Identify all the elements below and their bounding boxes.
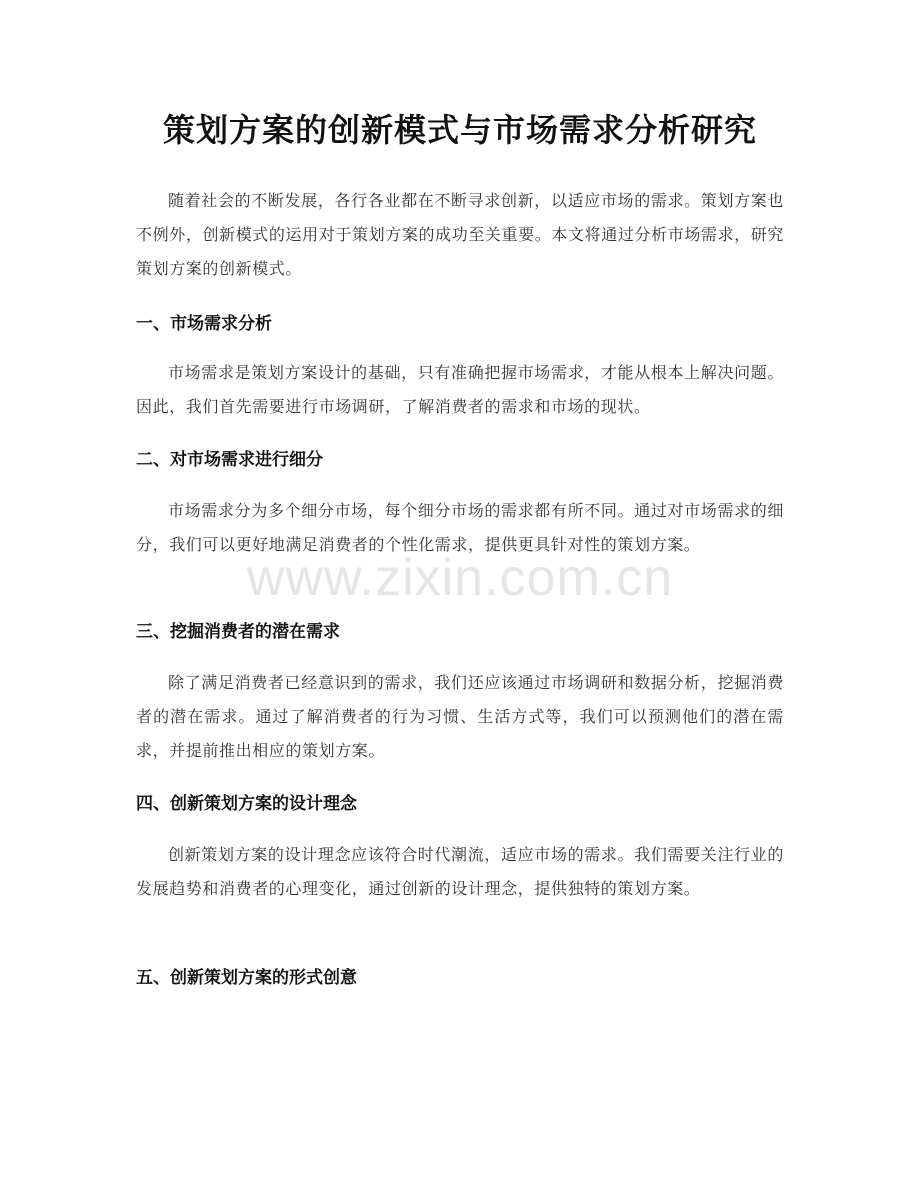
- section-heading-5: 五、创新策划方案的形式创意: [136, 968, 357, 988]
- section-body-2: 市场需求分为多个细分市场，每个细分市场的需求都有所不同。通过对市场需求的细分，我们可以更好地满足消费者的个性化需求，提供更具针对性的策划方案。: [136, 501, 784, 554]
- section-heading-2: 二、对市场需求进行细分: [136, 450, 323, 470]
- section-body-3: 除了满足消费者已经意识到的需求，我们还应该通过市场调研和数据分析，挖掘消费者的潜在需求。通过了解消费者的行为习惯、生活方式等，我们可以预测他们的潜在需求，并提前推出相应的策划方案。: [136, 673, 784, 760]
- section-body-1: 市场需求是策划方案设计的基础，只有准确把握市场需求，才能从根本上解决问题。因此，我们首先需要进行市场调研，了解消费者的需求和市场的现状。: [136, 363, 784, 416]
- section-heading-3: 三、挖掘消费者的潜在需求: [136, 622, 340, 642]
- section-heading-4: 四、创新策划方案的设计理念: [136, 794, 357, 814]
- watermark-text: www.zixin.com.cn: [246, 549, 674, 607]
- section-body-4: 创新策划方案的设计理念应该符合时代潮流，适应市场的需求。我们需要关注行业的发展趋势和消费者的心理变化，通过创新的设计理念，提供独特的策划方案。: [136, 845, 784, 898]
- intro-paragraph: 随着社会的不断发展，各行各业都在不断寻求创新，以适应市场的需求。策划方案也不例外，创新模式的运用对于策划方案的成功至关重要。本文将通过分析市场需求，研究策划方案的创新模式。: [136, 191, 784, 278]
- page-title: 策划方案的创新模式与市场需求分析研究: [162, 111, 757, 149]
- section-heading-1: 一、市场需求分析: [136, 314, 272, 334]
